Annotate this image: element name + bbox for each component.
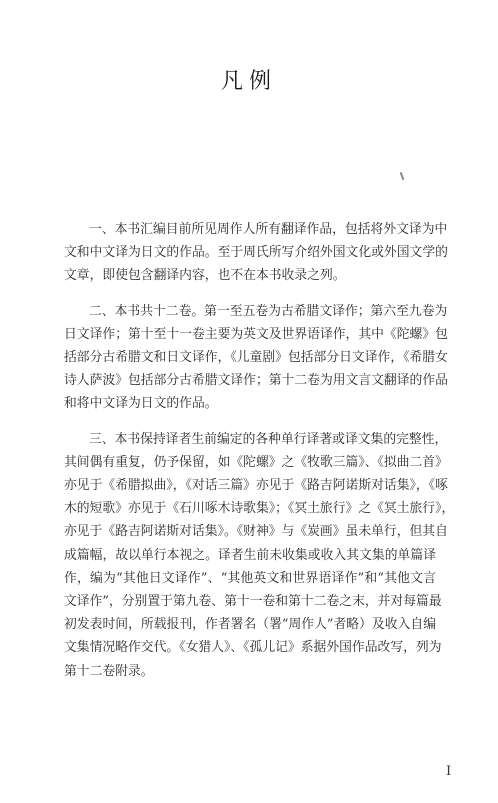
text-line: 初发表时间，所载报刊，作者署名（署“周作人”者略）及收入自编 <box>64 617 436 633</box>
text-line: 括部分古希腊文和日文译作，《儿童剧》包括部分日文译作，《希腊女 <box>64 350 448 366</box>
text-line: 木的短歌》亦见于《石川啄木诗歌集》；《冥土旅行》之《冥土旅行》， <box>64 501 455 517</box>
page-number: I <box>446 764 452 779</box>
text-line: 文章，即使包含翻译内容，也不在本书收录之列。 <box>64 268 346 284</box>
text-line: 文和中文译为日文的作品。至于周氏所写介绍外国文化或外国文学的 <box>64 245 448 261</box>
text-line: 一、本书汇编目前所见周作人所有翻译作品，包括将外文译为中 <box>89 222 448 237</box>
text-line: 亦见于《希腊拟曲》，《对话三篇》亦见于《路吉阿诺斯对话集》，《啄 <box>64 478 448 494</box>
text-line: 诗人萨波》包括部分古希腊文译作；第十二卷为用文言文翻译的作品 <box>64 373 448 389</box>
text-line: 其间偶有重复，仍予保留，如《陀螺》之《牧歌三篇》、《拟曲二首》 <box>64 454 448 470</box>
page-title: 凡例 <box>220 69 277 94</box>
text-line: 第十二卷附录。 <box>64 663 154 679</box>
text-line: 文译作”，分别置于第九卷、第十一卷和第十二卷之末，并对每篇最 <box>64 594 442 610</box>
paragraph-1 <box>64 218 448 288</box>
text-line: 日文译作；第十至十一卷主要为英文及世界语译作，其中《陀螺》包 <box>64 326 448 342</box>
text-line: 成篇幅，故以单行本视之。译者生前未收集或收入其文集的单篇译 <box>64 547 436 563</box>
text-line: 三、本书保持译者生前编定的各种单行译著或译文集的完整性， <box>89 431 448 447</box>
text-line: 亦见于《路吉阿诺斯对话集》。《财神》与《炭画》虽未单行，但其自 <box>64 524 448 540</box>
text-line: 二、本书共十二卷。第一至五卷为古希腊文译作；第六至九卷为 <box>89 303 448 319</box>
scan-mark <box>400 172 405 180</box>
paragraph-3 <box>64 428 455 683</box>
text-line: 和将中文译为日文的作品。 <box>64 396 218 412</box>
body-text <box>64 218 455 695</box>
paragraph-2 <box>64 300 448 416</box>
text-line: 文集情况略作交代。《女猎人》、《孤儿记》系据外国作品改写，列为 <box>64 640 442 656</box>
text-line: 作，编为“其他日文译作”、“其他英文和世界语译作”和“其他文言 <box>64 570 436 586</box>
